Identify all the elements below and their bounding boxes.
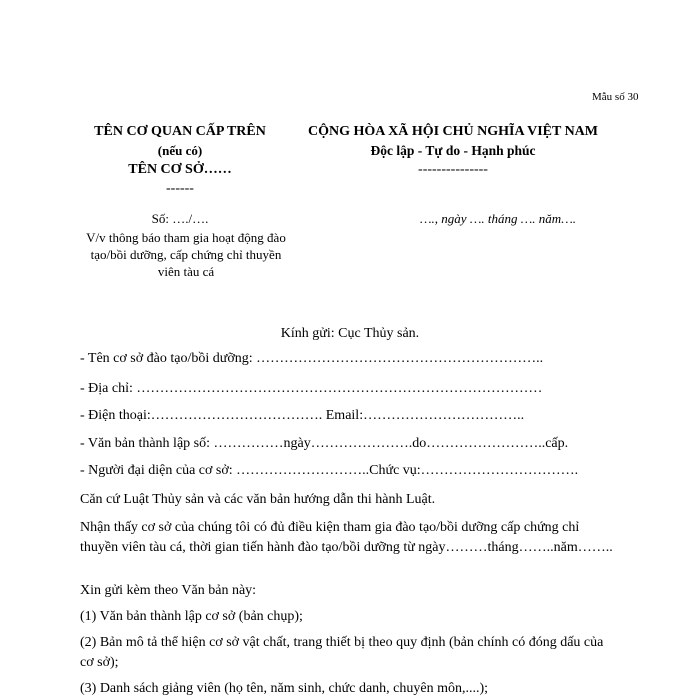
legal-basis: Căn cứ Luật Thủy sản và các văn bản hướng dẫn thi hành Luật. (80, 492, 436, 507)
national-motto: Độc lập - Tự do - Hạnh phúc (370, 143, 536, 158)
superior-agency-name: TÊN CƠ QUAN CẤP TRÊN (94, 124, 266, 139)
recipient-line: Kính gửi: Cục Thủy sản. (280, 326, 420, 341)
attachments-intro: Xin gửi kèm theo Văn bản này: (80, 583, 257, 598)
statement-paragraph: Nhận thấy cơ sở của chúng tôi có đủ điều kiện tham gia đào tạo/bồi dưỡng cấp chứng chỉ thuyền viên tàu cá, thời gian tiến hành đào tạo/bồi dưỡng từ ngày………tháng……..năm…….. (80, 520, 613, 555)
if-any-note: (nếu có) (157, 143, 203, 158)
document-subject: V/v thông báo tham gia hoạt động đào tạo/bồi dưỡng, cấp chứng chỉ thuyền viên tàu cá (86, 230, 286, 279)
document-number: Số: …./…. (151, 211, 209, 226)
attachment-item: (3) Danh sách giảng viên (họ tên, năm sinh, chức danh, chuyên môn,....); (80, 681, 489, 696)
field-establishment-document: - Văn bản thành lập số: ……………ngày………………….do……………………..cấp. (80, 436, 569, 451)
facility-name: TÊN CƠ SỞ…… (128, 162, 232, 177)
attachment-item: (1) Văn bản thành lập cơ sở (bản chụp); (80, 609, 303, 624)
field-address: - Địa chỉ: …………………………………………………………………………… (80, 381, 543, 396)
field-phone-email: - Điện thoại:………………………………. Email:…………………………….. (80, 408, 525, 423)
field-representative: - Người đại diện của cơ sở: ………………………..Chức vụ:……………………………. (80, 463, 579, 478)
date-line: …., ngày …. tháng …. năm…. (420, 211, 577, 226)
form-number: Mẫu số 30 (592, 91, 639, 103)
right-header (288, 122, 618, 179)
left-header (80, 122, 280, 198)
country-name: CỘNG HÒA XÃ HỘI CHỦ NGHĨA VIỆT NAM (307, 124, 598, 139)
left-header-divider: ------ (166, 181, 194, 196)
right-header-divider: --------------- (418, 162, 488, 177)
attachment-item: (2) Bản mô tả thể hiện cơ sở vật chất, trang thiết bị theo quy định (bản chính có đóng dấu của cơ sở); (80, 635, 604, 670)
field-facility-name: - Tên cơ sở đào tạo/bồi dưỡng: …………………………………………………….. (80, 351, 544, 366)
